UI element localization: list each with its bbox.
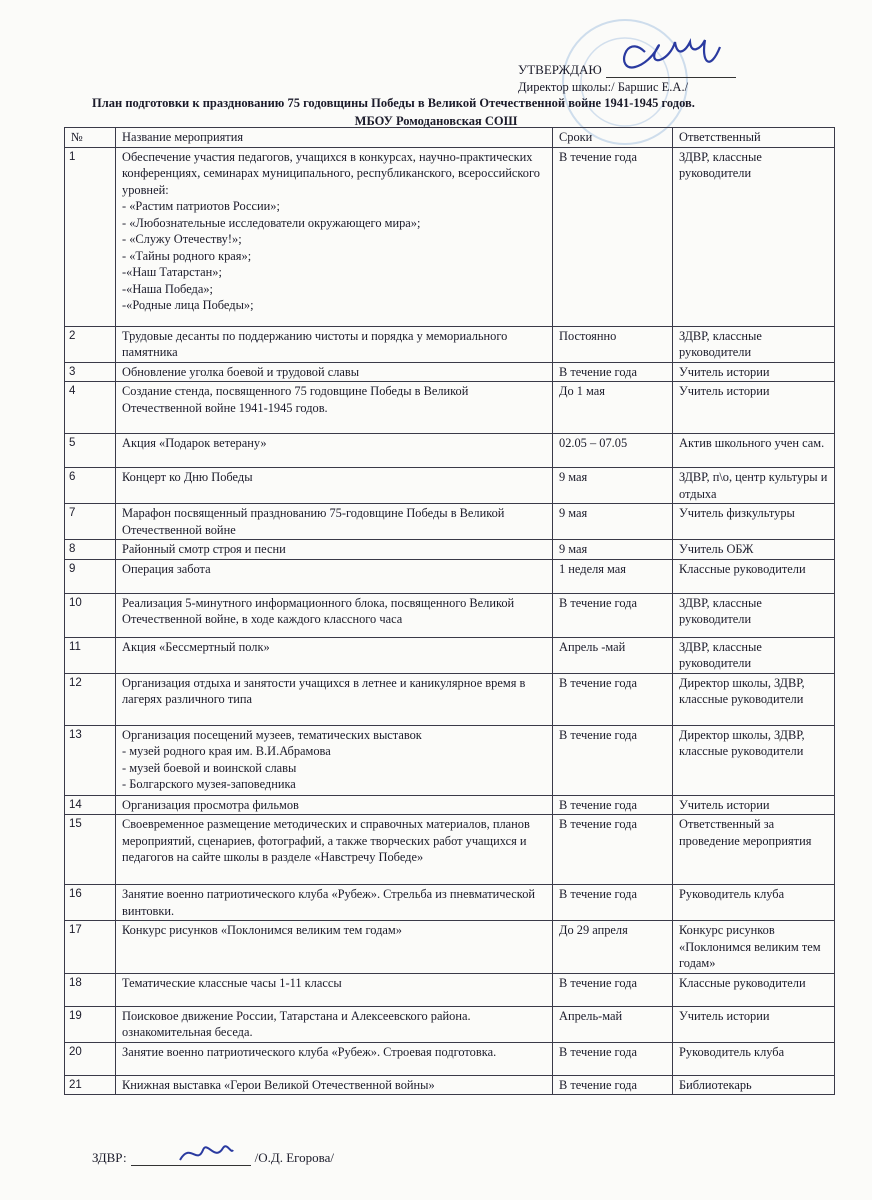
cell-num: 3	[65, 362, 116, 382]
cell-name: Операция забота	[116, 559, 553, 593]
table-header-row	[65, 128, 835, 148]
cell-num: 7	[65, 504, 116, 540]
cell-responsible: Учитель истории	[673, 362, 835, 382]
cell-num: 19	[65, 1006, 116, 1042]
cell-term: До 1 мая	[553, 382, 673, 434]
cell-term: До 29 апреля	[553, 921, 673, 974]
cell-name: Обновление уголка боевой и трудовой славы	[116, 362, 553, 382]
cell-term: В течение года	[553, 815, 673, 885]
cell-name: Книжная выставка «Герои Великой Отечественной войны»	[116, 1075, 553, 1095]
cell-term: В течение года	[553, 885, 673, 921]
header-name: Название мероприятия	[116, 128, 553, 148]
cell-num: 1	[65, 147, 116, 326]
table-row	[65, 815, 835, 885]
cell-name: Конкурс рисунков «Поклонимся великим тем годам»	[116, 921, 553, 974]
deputy-signature	[175, 1140, 235, 1168]
cell-responsible: Директор школы, ЗДВР, классные руководители	[673, 673, 835, 725]
cell-responsible: Конкурс рисунков «Поклонимся великим тем годам»	[673, 921, 835, 974]
cell-name: Акция «Бессмертный полк»	[116, 637, 553, 673]
table-row	[65, 593, 835, 637]
cell-name: Марафон посвященный празднованию 75-годовщине Победы в Великой Отечественной войне	[116, 504, 553, 540]
cell-responsible: Ответственный за проведение мероприятия	[673, 815, 835, 885]
cell-term: В течение года	[553, 973, 673, 1006]
cell-num: 12	[65, 673, 116, 725]
table-row	[65, 973, 835, 1006]
cell-num: 6	[65, 468, 116, 504]
cell-term: В течение года	[553, 1042, 673, 1075]
cell-term: В течение года	[553, 362, 673, 382]
footer-signature: ЗДВР: /О.Д. Егорова/	[92, 1150, 335, 1165]
document-title: План подготовки к празднованию 75 годовщины Победы в Великой Отечественной войне 1941-1945 годов.	[92, 96, 695, 110]
cell-responsible: ЗДВР, классные руководители	[673, 326, 835, 362]
cell-responsible: Учитель истории	[673, 382, 835, 434]
cell-name: Организация посещений музеев, тематических выставок - музей родного края им. В.И.Абрамова - музей боевой и воинской славы - Болгарского музея-заповедника	[116, 725, 553, 795]
table-row	[65, 504, 835, 540]
cell-num: 9	[65, 559, 116, 593]
table-row	[65, 434, 835, 468]
table-row	[65, 1075, 835, 1095]
cell-num: 5	[65, 434, 116, 468]
table-row	[65, 362, 835, 382]
cell-num: 21	[65, 1075, 116, 1095]
cell-name: Организация просмотра фильмов	[116, 795, 553, 815]
table-row	[65, 1006, 835, 1042]
cell-responsible: ЗДВР, классные руководители	[673, 147, 835, 326]
cell-term: В течение года	[553, 795, 673, 815]
cell-responsible: Актив школьного учен сам.	[673, 434, 835, 468]
cell-name: Акция «Подарок ветерану»	[116, 434, 553, 468]
cell-responsible: Руководитель клуба	[673, 885, 835, 921]
cell-name: Поисковое движение России, Татарстана и Алексеевского района. ознакомительная беседа.	[116, 1006, 553, 1042]
cell-term: 9 мая	[553, 504, 673, 540]
cell-term: Апрель-май	[553, 1006, 673, 1042]
cell-name: Тематические классные часы 1-11 классы	[116, 973, 553, 1006]
cell-term: В течение года	[553, 147, 673, 326]
cell-term: В течение года	[553, 725, 673, 795]
cell-responsible: Руководитель клуба	[673, 1042, 835, 1075]
cell-num: 18	[65, 973, 116, 1006]
cell-num: 17	[65, 921, 116, 974]
header-num: №	[65, 128, 116, 148]
header-term: Сроки	[553, 128, 673, 148]
director-name: Директор школы:/ Баршис Е.А./	[518, 80, 689, 94]
cell-num: 14	[65, 795, 116, 815]
cell-num: 10	[65, 593, 116, 637]
cell-responsible: ЗДВР, классные руководители	[673, 637, 835, 673]
school-name: МБОУ Ромодановская СОШ	[354, 114, 518, 128]
cell-name: Концерт ко Дню Победы	[116, 468, 553, 504]
cell-name: Реализация 5-минутного информационного блока, посвященного Великой Отечественной войне, в ходе каждого классного часа	[116, 593, 553, 637]
cell-responsible: Библиотекарь	[673, 1075, 835, 1095]
cell-term: В течение года	[553, 673, 673, 725]
table-row	[65, 921, 835, 974]
table-row	[65, 326, 835, 362]
table-row	[65, 147, 835, 326]
cell-num: 15	[65, 815, 116, 885]
cell-num: 8	[65, 540, 116, 560]
cell-name: Своевременное размещение методических и справочных материалов, планов мероприятий, сценариев, фотографий, а также творческих работ учащихся и педагогов на сайте школы в разделе «Навстречу Победе»	[116, 815, 553, 885]
cell-term: 9 мая	[553, 468, 673, 504]
cell-name: Занятие военно патриотического клуба «Рубеж». Стрельба из пневматической винтовки.	[116, 885, 553, 921]
cell-term: 9 мая	[553, 540, 673, 560]
cell-name: Районный смотр строя и песни	[116, 540, 553, 560]
cell-responsible: Учитель истории	[673, 1006, 835, 1042]
table-row	[65, 382, 835, 434]
cell-term: В течение года	[553, 593, 673, 637]
table-row	[65, 468, 835, 504]
cell-num: 20	[65, 1042, 116, 1075]
cell-term: В течение года	[553, 1075, 673, 1095]
cell-responsible: Учитель ОБЖ	[673, 540, 835, 560]
table-row	[65, 637, 835, 673]
cell-num: 4	[65, 382, 116, 434]
cell-name: Организация отдыха и занятости учащихся в летнее и каникулярное время в лагерях различного типа	[116, 673, 553, 725]
cell-responsible: ЗДВР, классные руководители	[673, 593, 835, 637]
cell-name: Трудовые десанты по поддержанию чистоты и порядка у мемориального памятника	[116, 326, 553, 362]
cell-term: 1 неделя мая	[553, 559, 673, 593]
table-row	[65, 795, 835, 815]
table-row	[65, 1042, 835, 1075]
cell-name: Создание стенда, посвященного 75 годовщине Победы в Великой Отечественной войне 1941-1945 годов.	[116, 382, 553, 434]
cell-responsible: Классные руководители	[673, 973, 835, 1006]
cell-num: 16	[65, 885, 116, 921]
cell-num: 2	[65, 326, 116, 362]
cell-num: 13	[65, 725, 116, 795]
table-row	[65, 559, 835, 593]
cell-responsible: ЗДВР, п\о, центр культуры и отдыха	[673, 468, 835, 504]
cell-responsible: Учитель истории	[673, 795, 835, 815]
approval-label: УТВЕРЖДАЮ	[518, 62, 736, 78]
table-row	[65, 673, 835, 725]
cell-name: Обеспечение участия педагогов, учащихся в конкурсах, научно-практических конференциях, семинарах муниципального, республиканского, всероссийского уровней: - «Растим патриотов России»; - «Любознательные исследователи окружающего мира»; - «Служу Отечеству!»; - «Тайны родного края»; -«Наш Татарстан»; -«Наша Победа»; -«Родные лица Победы»;	[116, 147, 553, 326]
cell-term: Апрель -май	[553, 637, 673, 673]
events-table	[64, 127, 835, 1095]
cell-name: Занятие военно патриотического клуба «Рубеж». Строевая подготовка.	[116, 1042, 553, 1075]
cell-term: 02.05 – 07.05	[553, 434, 673, 468]
table-row	[65, 725, 835, 795]
cell-term: Постоянно	[553, 326, 673, 362]
cell-responsible: Классные руководители	[673, 559, 835, 593]
cell-responsible: Учитель физкультуры	[673, 504, 835, 540]
table-row	[65, 540, 835, 560]
header-responsible: Ответственный	[673, 128, 835, 148]
cell-responsible: Директор школы, ЗДВР, классные руководители	[673, 725, 835, 795]
table-row	[65, 885, 835, 921]
cell-num: 11	[65, 637, 116, 673]
